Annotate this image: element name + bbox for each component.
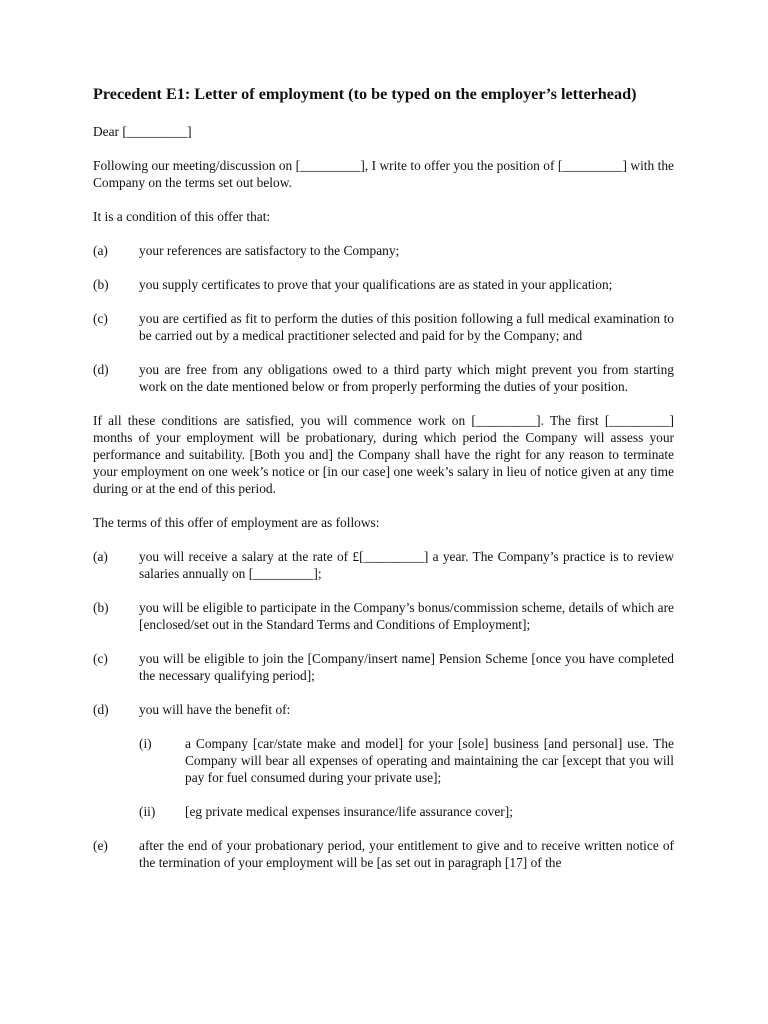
term-item <box>93 650 674 684</box>
opening-paragraph: Following our meeting/discussion on [_________], I write to offer you the position of [_________] with the Company on the terms set out below. <box>93 158 674 190</box>
benefit-item <box>139 803 674 820</box>
sub-item-text: a Company [car/state make and model] for your [sole] business [and personal] use. The Company will bear all expenses of operating and maintaining the car [except that you will pay for fuel consumed during your private use]; <box>185 736 674 785</box>
condition-item <box>93 276 674 293</box>
item-label: (c) <box>93 311 108 326</box>
item-text: you will have the benefit of: <box>139 702 291 717</box>
item-label: (d) <box>93 362 109 377</box>
sub-item-text: [eg private medical expenses insurance/life assurance cover]; <box>185 804 513 819</box>
benefit-item <box>139 735 674 786</box>
item-label: (b) <box>93 277 109 292</box>
item-text: you will be eligible to join the [Company/insert name] Pension Scheme [once you have completed the necessary qualifying period]; <box>139 651 674 683</box>
term-item <box>93 837 674 871</box>
letter-content <box>93 84 674 871</box>
item-text: you supply certificates to prove that your qualifications are as stated in your application; <box>139 277 613 292</box>
item-text: you are certified as fit to perform the duties of this position following a full medical examination to be carried out by a medical practitioner selected and paid for by the Company; and <box>139 311 674 343</box>
sub-item-label: (ii) <box>139 804 156 819</box>
term-item <box>93 599 674 633</box>
terms-intro: The terms of this offer of employment are as follows: <box>93 515 380 530</box>
conditions-intro: It is a condition of this offer that: <box>93 209 271 224</box>
sub-item-label: (i) <box>139 736 152 751</box>
item-label: (a) <box>93 549 108 564</box>
item-text: you will receive a salary at the rate of £[_________] a year. The Company’s practice is to review salaries annually on [_________]; <box>139 549 674 581</box>
condition-item <box>93 310 674 344</box>
salutation: Dear [_________] <box>93 124 192 139</box>
item-text: you will be eligible to participate in the Company’s bonus/commission scheme, details of which are [enclosed/set out in the Standard Terms and Conditions of Employment]; <box>139 600 674 632</box>
condition-item <box>93 361 674 395</box>
item-label: (d) <box>93 702 109 717</box>
term-item <box>93 701 674 718</box>
probation-paragraph: If all these conditions are satisfied, you will commence work on [_________]. The first [_________] months of your employment will be probationary, during which period the Company will assess your performance and suitability. [Both you and] the Company shall have the right for any reason to terminate your employment on one week’s notice or [in our case] one week’s salary in lieu of notice given at any time during or at the end of this period. <box>93 413 674 496</box>
condition-item <box>93 242 674 259</box>
item-label: (e) <box>93 838 108 853</box>
document-title: Precedent E1: Letter of employment (to be typed on the employer’s letterhead) <box>93 85 637 103</box>
item-text: you are free from any obligations owed to a third party which might prevent you from starting work on the date mentioned below or from properly performing the duties of your position. <box>139 362 674 394</box>
term-item <box>93 548 674 582</box>
item-text: after the end of your probationary period, your entitlement to give and to receive written notice of the termination of your employment will be [as set out in paragraph [17] of the <box>139 838 674 870</box>
item-text: your references are satisfactory to the Company; <box>139 243 400 258</box>
item-label: (b) <box>93 600 109 615</box>
item-label: (c) <box>93 651 108 666</box>
item-label: (a) <box>93 243 108 258</box>
